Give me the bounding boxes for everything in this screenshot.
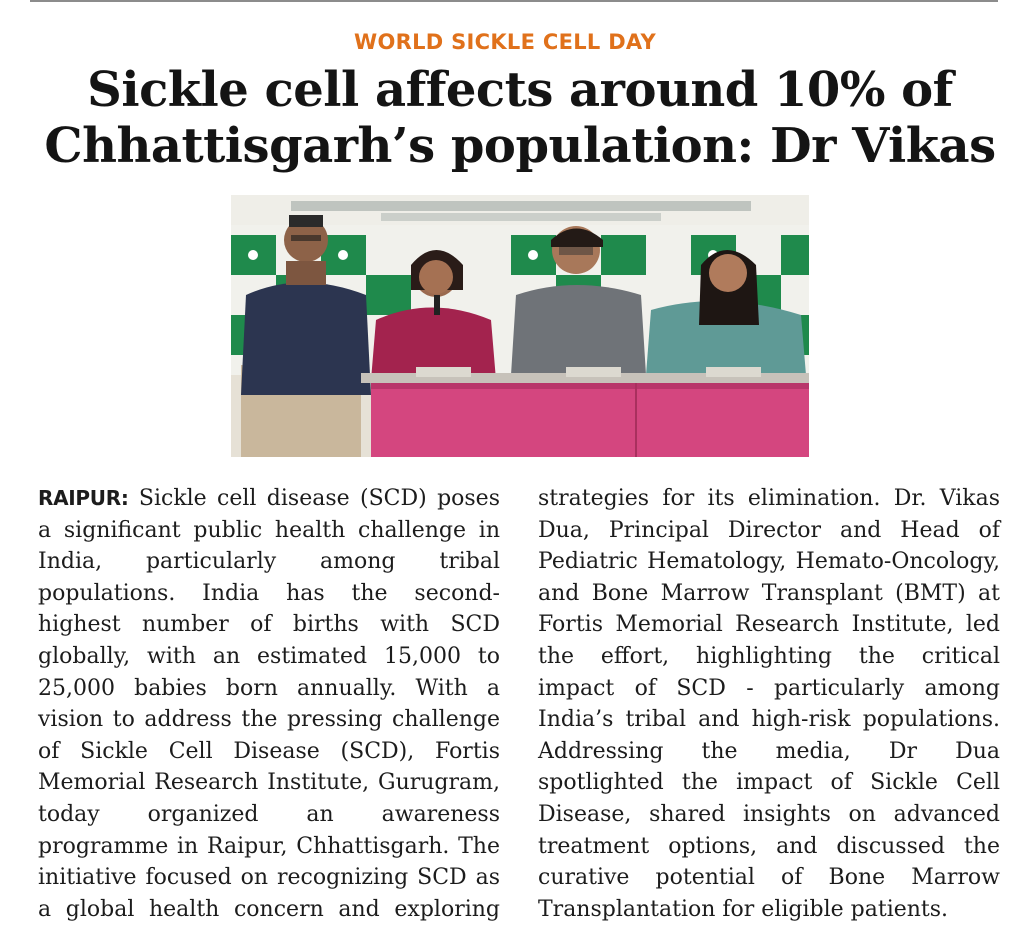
section-kicker: WORLD SICKLE CELL DAY — [354, 30, 656, 54]
dateline: RAIPUR: — [38, 486, 129, 510]
headline — [20, 62, 1010, 174]
article-paragraph — [38, 483, 1000, 933]
article-body — [38, 483, 1000, 933]
headline-line-2: Chhattisgarh’s population: Dr Vikas — [44, 118, 996, 174]
top-rule — [30, 0, 998, 2]
article-text: Sickle cell disease (SCD) poses a significant public health challenge in India, particularly among tribal populations. India has the second-highest number of births with SCD globally, with an estimated 15,000 to 25,000 babies born annually. With a vision to address the pressing challenge of Sickle Cell Disease (SCD), Fortis Memorial Research Institute, Gurugram, today organized an awareness programme in Raipur, Chhattisgarh. The initiative focused on recognizing SCD as a global health concern and exploring strategies for its elimination. Dr. Vikas Dua, Principal Director and Head of Pediatric Hematology, Hemato-Oncology, and Bone Marrow Transplant (BMT) at Fortis Memorial Research Institute, led the effort, highlighting the critical impact of SCD - particularly among India’s tribal and high-risk populations. Addressing the media, Dr Dua spotlighted the impact of Sickle Cell Disease, shared insights on advanced treatment options, and discussed the curative potential of Bone Marrow Transplantation for eligible patients. — [38, 486, 1000, 922]
press-conference-illustration — [231, 195, 809, 457]
headline-line-1: Sickle cell affects around 10% of — [87, 62, 953, 118]
press-conference-photo — [231, 195, 809, 457]
press-table — [361, 367, 809, 457]
